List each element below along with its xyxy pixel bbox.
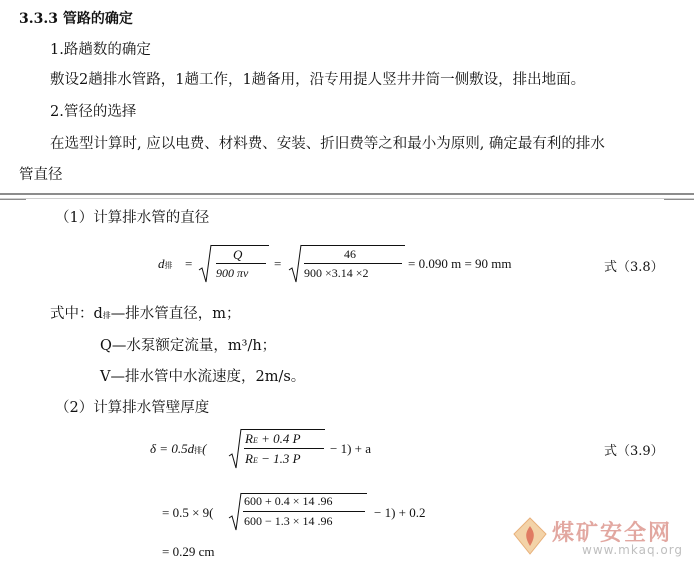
watermark-url: www.mkaq.org: [582, 543, 684, 557]
where-v: V—排水管中水流速度，2m/s。: [100, 369, 306, 385]
watermark: [512, 512, 692, 562]
page-corner-bottom-right: [664, 199, 694, 208]
eq1-num-value: 46: [344, 247, 356, 261]
step1-title: （1）计算排水管的直径: [55, 210, 210, 226]
sqrt-sign-2: [288, 244, 302, 284]
watermark-logo-icon: [512, 516, 548, 556]
page-corner-bottom-left: [0, 199, 26, 208]
page-break: [0, 193, 694, 195]
eq2-lhs: δ = 0.5d排(: [150, 441, 207, 456]
item2-body-line2: 管直径: [19, 167, 63, 183]
eq1-den-symbol: 900 πv: [216, 266, 249, 280]
sqrt-sign-1: [198, 244, 212, 284]
item1-body: 敷设2趟排水管路，1趟工作，1趟备用，沿专用提人竖井井筒一侧敷设，排出地面。: [50, 72, 586, 88]
eq2-num: RE + 0.4 P: [245, 431, 301, 446]
eq1-label: 式（3.8）: [604, 260, 664, 275]
item2-title: 2.管径的选择: [50, 104, 137, 120]
eq1-lhs: d排: [158, 256, 173, 271]
eq2-den: RE − 1.3 P: [245, 451, 301, 466]
eq3-den: 600 − 1.3 × 14 .96: [244, 514, 333, 528]
eq3-tail: − 1) + 0.2: [374, 505, 426, 520]
equation-3-9-substituted: [162, 490, 462, 532]
equation-3-8: d排 = Q 900 πv = 46 900 ×3.14 ×2 = 0.090 m = 90 mm: [158, 244, 558, 286]
equation-result: = 0.29 cm: [162, 544, 215, 559]
where-q: Q—水泵额定流量，m³/h；: [100, 338, 277, 354]
equation-3-9: [150, 428, 410, 470]
where-d: 式中：d排—排水管直径，m；: [50, 306, 241, 322]
sqrt-sign-4: [228, 492, 242, 532]
section-heading: 3.3.3 管路的确定: [19, 11, 133, 27]
eq1-result: = 0.090 m = 90 mm: [408, 256, 512, 271]
eq3-num: 600 + 0.4 × 14 .96: [244, 494, 333, 508]
item1-title: 1.路趟数的确定: [50, 42, 151, 58]
page-break-shadow: [0, 198, 694, 199]
sqrt-sign-3: [228, 428, 242, 470]
eq1-num-symbol: Q: [233, 247, 243, 262]
watermark-text: 煤矿安全网: [552, 521, 673, 546]
eq3-prefix: = 0.5 × 9(: [162, 505, 214, 520]
eq2-tail: − 1) + a: [330, 441, 372, 456]
item2-body-line1: 在选型计算时, 应以电费、材料费、安装、折旧费等之和最小为原则, 确定最有利的排水: [50, 136, 605, 152]
eq2-label: 式（3.9）: [604, 444, 664, 459]
step2-title: （2）计算排水管壁厚度: [55, 400, 210, 416]
eq1-den-value: 900 ×3.14 ×2: [304, 266, 369, 280]
